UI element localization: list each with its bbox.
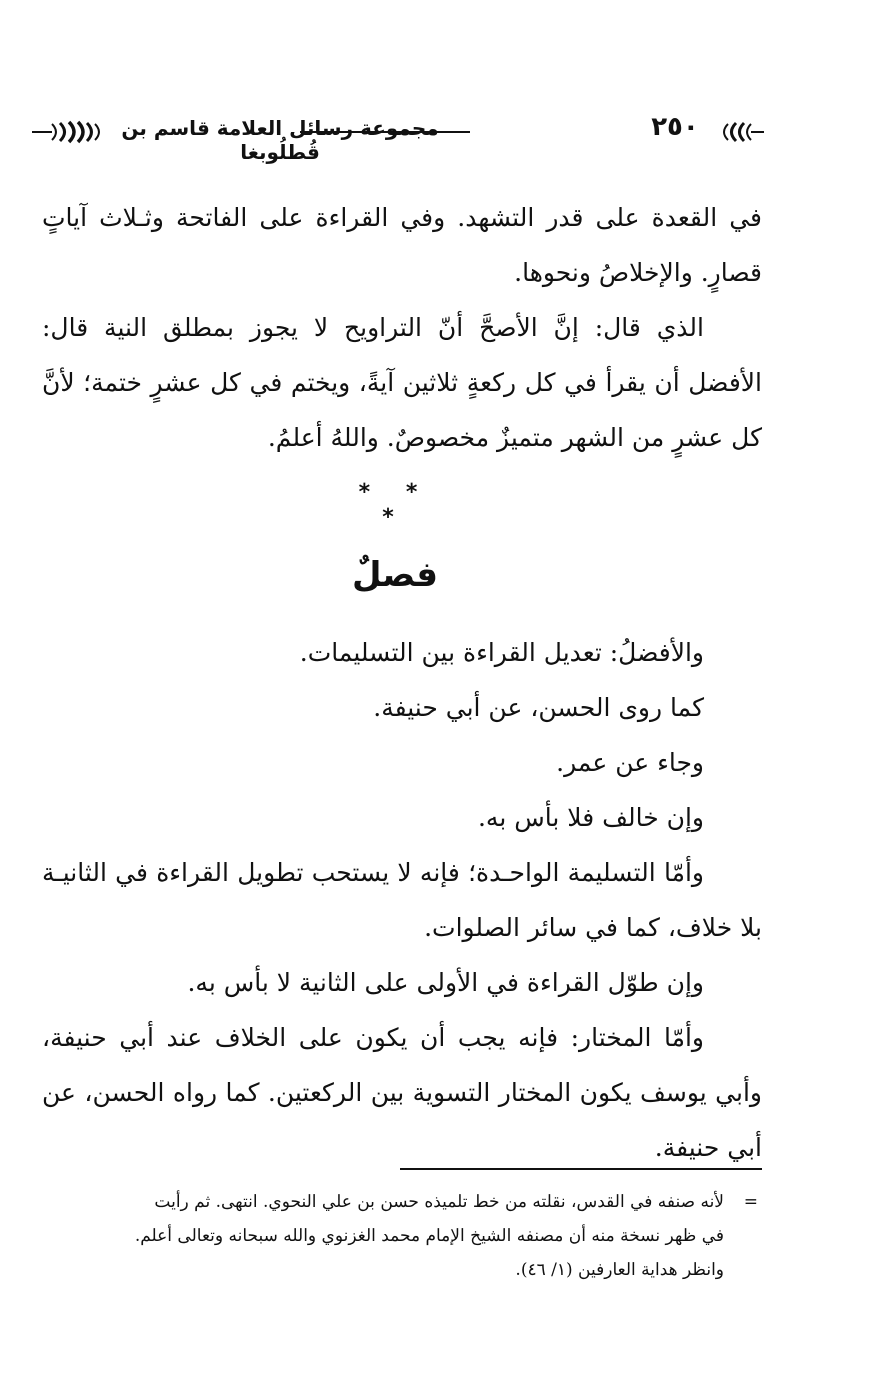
paragraph-4: وأمّا التسليمة الواحـدة؛ فإنه لا يستحب تطويل القراءة في الثانيـة بلا خلاف، كما في سائر الصلوات.: [42, 858, 762, 942]
line-1: والأفضلُ: تعديل القراءة بين التسليمات.: [299, 638, 704, 667]
line-3: وجاء عن عمر.: [556, 748, 704, 777]
running-header: [30, 112, 760, 164]
left-ornament-icon: [30, 120, 110, 144]
paragraph-1: [42, 190, 762, 300]
paragraph-2: [42, 300, 762, 465]
footnote: [50, 1185, 758, 1287]
page-number: ٢٥٠: [651, 112, 699, 142]
footnote-marker: =: [743, 1192, 758, 1212]
footnote-line-2: في ظهر نسخة منه أن مصنفه الشيخ الإمام محمد الغزنوي والله سبحانه وتعالى أعلم.: [134, 1226, 724, 1246]
header-rule: [300, 131, 470, 133]
paragraph-text: الذي قال: إنَّ الأصحَّ أنّ التراويح لا يجوز بمطلق النية قال: الأفضل أن يقرأ في كل ركعةٍ ثلاثين آيةً، ويختم في كل عشرٍ ختمة؛ لأنَّ كل عشرٍ من الشهر متميزٌ مخصوصٌ. واللهُ أعلمُ.: [42, 313, 762, 452]
line-2: كما روى الحسن، عن أبي حنيفة.: [373, 693, 704, 722]
section-body: [42, 625, 762, 1175]
paragraph-text: في القعدة على قدر التشهد. وفي القراءة على الفاتحة وثـلاث آياتٍ قصارٍ. والإخلاصُ ونحوها.: [42, 203, 762, 287]
footnote-line-3: وانظر هداية العارفين (١/ ٤٦).: [515, 1260, 724, 1280]
footnote-rule: [400, 1168, 762, 1170]
paragraph-5: وإن طوّل القراءة في الأولى على الثانية لا بأس به.: [187, 968, 704, 997]
paragraph-6: وأمّا المختار: فإنه يجب أن يكون على الخلاف عند أبي حنيفة، وأبي يوسف يكون المختار التسوية بين الركعتين. كما رواه الحسن، عن أبي حنيفة.: [42, 1023, 762, 1162]
right-ornament-icon: [720, 120, 765, 144]
book-title: مجموعة رسائل العلامة قاسم بن قُطلُوبغا: [121, 116, 439, 164]
line-4: وإن خالف فلا بأس به.: [477, 803, 704, 832]
section-heading: فصلٌ: [351, 555, 439, 595]
section-separator: * * *: [358, 480, 432, 530]
footnote-text: لأنه صنفه في القدس، نقلته من خط تلميذه حسن بن علي النحوي. انتهى. ثم رأيت: [154, 1192, 724, 1212]
footnote-line-1: [50, 1185, 758, 1219]
